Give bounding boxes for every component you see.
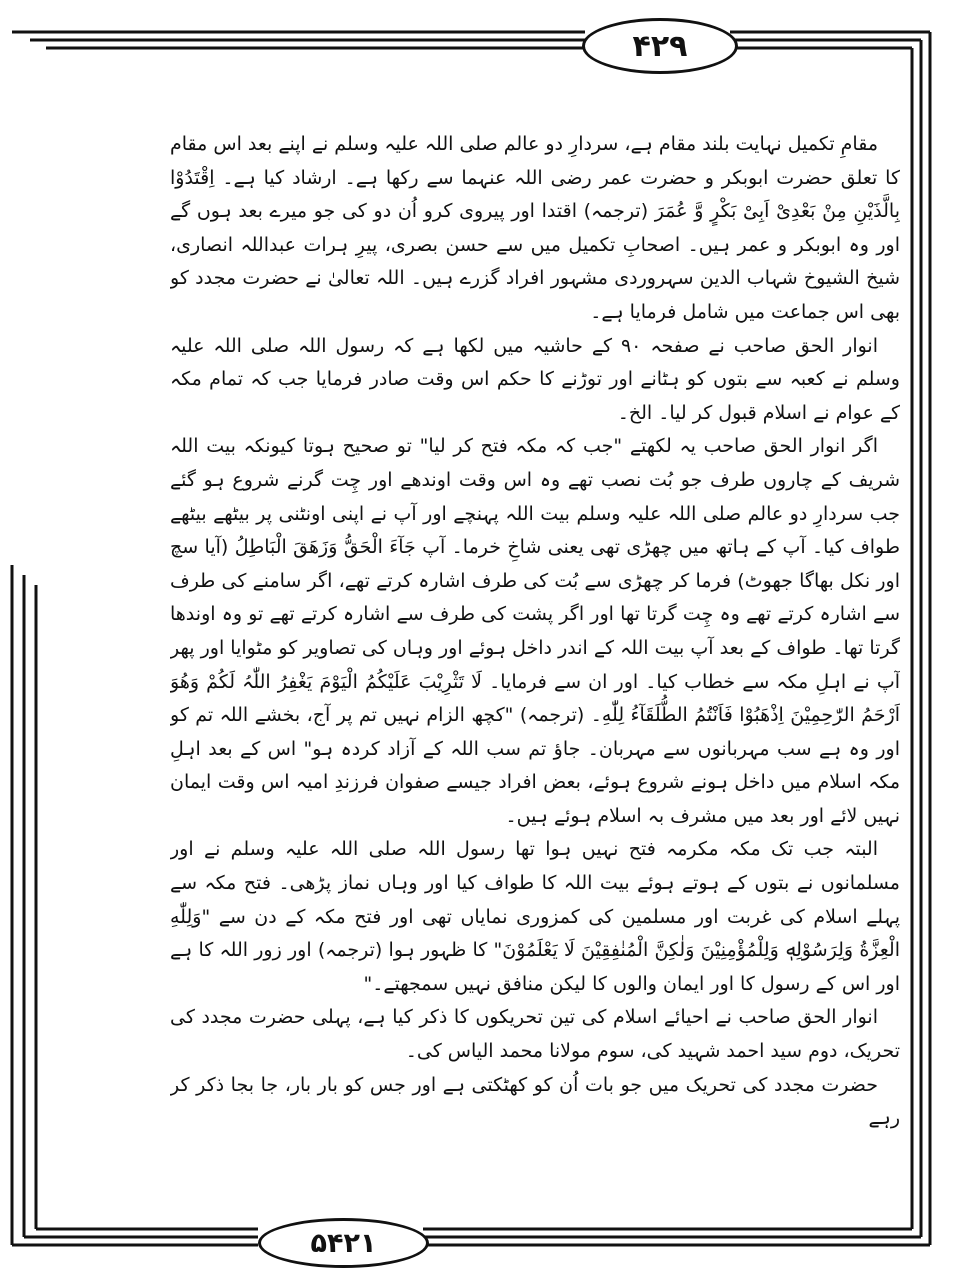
paragraph: حضرت مجدد کی تحریک میں جو بات اُن کو کھٹکتی ہے اور جس کو بار بار، جا بجا ذکر کر رہے [170, 1073, 900, 1130]
paragraph: اگر انوار الحق صاحب یہ لکھتے "جب کہ مکہ فتح کر لیا" تو صحیح ہوتا کیونکہ بیت اللہ شریف کے چاروں طرف جو بُت نصب تھے وہ اس وقت اوندھے اور چِت گرنے شروع ہو گئے جب سردارِ دو عالم صلی اللہ علیہ وسلم بیت اللہ پہنچے اور آپ نے اپنی اونٹنی پر بیٹھے بیٹھے طواف کیا۔ آپ کے ہاتھ میں چھڑی تھی یعنی شاخِ خرما۔ آپ جَآءَ الْحَقُّ وَزَهَقَ الْبَاطِلُ (آیا سچ اور نکل بھاگا جھوٹ) فرما کر چھڑی سے بُت کی طرف اشارہ کرتے تھے، اگر سامنے کی طرف سے اشارہ کرتے تھے وہ چِت گرتا تھا اور اگر پشت کی طرف سے اشارہ کرتے تھے تو وہ اوندھا گرتا تھا۔ طواف کے بعد آپ بیت اللہ کے اندر داخل ہوئے اور وہاں کی تصاویر کو مٹوایا اور پھر آپ نے اہلِ مکہ سے خطاب کیا۔ اور ان سے فرمایا۔ لَا تَثْرِیْبَ عَلَیْکُمُ الْیَوْمَ یَغْفِرُ اللّٰہُ لَکُمْ وَهُوَ اَرْحَمُ الرّٰحِمِیْنَ اِذْهَبُوْا فَاَنْتُمُ الطُّلَقَآءُ لِلّٰهِ۔ (ترجمہ) "کچھ الزام نہیں تم پر آج، بخشے اللہ تم کو اور وہ ہے سب مہربانوں سے مہربان۔ جاؤ تم سب اللہ کے آزاد کردہ ہو" اس کے بعد اہلِ مکہ اسلام میں داخل ہونے شروع ہوئے، بعض افراد جیسے صفوان فرزندِ امیہ اس وقت ایمان نہیں لائے اور بعد میں مشرف بہ اسلام ہوئے ہیں۔ [170, 435, 900, 827]
paragraph: انوار الحق صاحب نے احیائے اسلام کی تین تحریکوں کا ذکر کیا ہے، پہلی حضرت مجدد کی تحریک، دوم سید احمد شہید کی، سوم مولانا محمد الیاس کی۔ [170, 1006, 900, 1063]
paragraph: مقامِ تکمیل نہایت بلند مقام ہے، سردارِ دو عالم صلی اللہ علیہ وسلم نے اپنے بعد اس مقام کا تعلق حضرت ابوبکر و حضرت عمر رضی اللہ عنہما سے رکھا ہے۔ ارشاد کیا ہے۔ اِقْتَدُوْا بِالَّذَیْنِ مِنْ بَعْدِیْ اَبِیْ بَکْرٍ وَّ عُمَرَ (ترجمہ) اقتدا اور پیروی کرو اُن دو کی جو میرے بعد ہوں گے اور وہ ابوبکر و عمر ہیں۔ اصحابِ تکمیل میں سے حسن بصری، پیرِ ہرات عبداللہ انصاری، شیخ الشیوخ شہاب الدین سہروردی مشہور افراد گزرے ہیں۔ اللہ تعالیٰ نے حضرت مجدد کو بھی اس جماعت میں شامل فرمایا ہے۔ [170, 133, 900, 323]
page-number-bottom: ۵۴۲۱ [258, 1218, 429, 1268]
page-number-top: ۴۲۹ [582, 18, 738, 74]
paragraph: انوار الحق صاحب نے صفحہ ۹۰ کے حاشیہ میں لکھا ہے کہ رسول اللہ صلی اللہ علیہ وسلم نے کعبہ سے بتوں کو ہٹانے اور توڑنے کا حکم اس وقت صادر فرمایا جب کہ تمام مکہ کے عوام نے اسلام قبول کر لیا۔ الخ۔ [170, 334, 900, 424]
page-body [170, 128, 900, 1208]
paragraph: البتہ جب تک مکہ مکرمہ فتح نہیں ہوا تھا رسول اللہ صلی اللہ علیہ وسلم نے اور مسلمانوں نے بتوں کے ہوتے ہوئے بیت اللہ کا طواف کیا اور وہاں نماز پڑھی۔ فتح مکہ سے پہلے اسلام کی غربت اور مسلمین کی کمزوری نمایاں تھی اور فتح مکہ کے دن سے "وَلِلّٰهِ الْعِزَّةُ وَلِرَسُوْلِهٖ وَلِلْمُؤْمِنِیْنَ وَلٰكِنَّ الْمُنٰفِقِیْنَ لَا یَعْلَمُوْنَ" کا ظہور ہوا (ترجمہ) اور زور اللہ کا ہے اور اس کے رسول کا اور ایمان والوں کا لیکن منافق نہیں سمجھتے۔" [170, 838, 900, 995]
